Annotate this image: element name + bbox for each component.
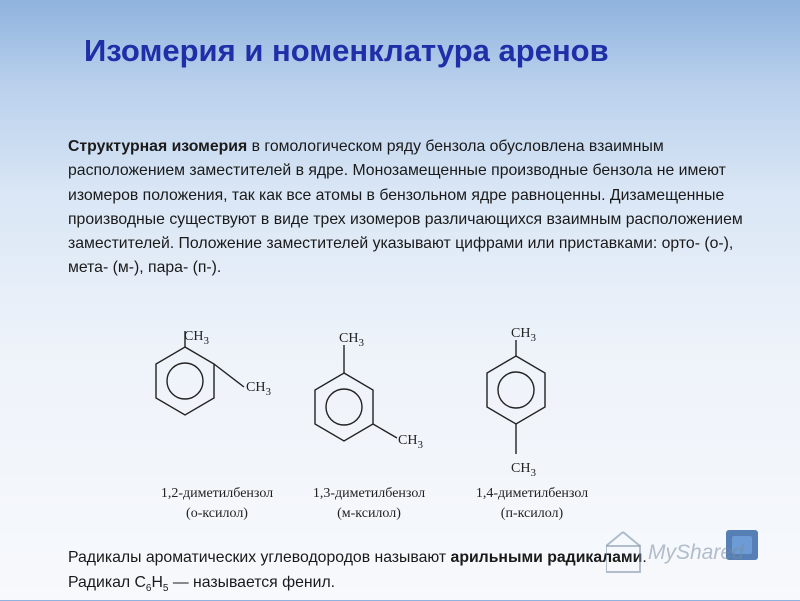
- footer-formula-start: Радикал С: [68, 574, 146, 591]
- aromatic-circle: [167, 363, 203, 399]
- substituent-label: $CH_3$: [246, 380, 271, 398]
- molecule-trivial-name: (о-ксилол): [186, 506, 248, 521]
- footer-text-start: Радикалы ароматических углеводородов называют: [68, 549, 451, 566]
- molecule-trivial-name: (м-ксилол): [337, 506, 401, 521]
- aromatic-circle: [326, 389, 362, 425]
- molecule-trivial-name: (п-ксилол): [500, 506, 564, 521]
- substituent-label: $CH_3$: [511, 461, 536, 479]
- footer-text-end: .: [642, 549, 647, 566]
- slide-title: Изомерия и номенклатура аренов: [84, 33, 609, 68]
- m-xylene-structure: [315, 345, 397, 441]
- aromatic-circle: [498, 372, 534, 408]
- substituent-label: $CH_3$: [398, 433, 423, 451]
- benzene-ring: [156, 347, 214, 415]
- bond-line: [373, 424, 397, 438]
- benzene-ring: [315, 373, 373, 441]
- formula-subscript: 5: [162, 583, 169, 595]
- molecule-name: 1,2-диметилбензол: [160, 486, 274, 501]
- molecule-name: 1,3-диметилбензол: [312, 486, 426, 501]
- substituent-label: $CH_3$: [339, 331, 364, 349]
- substituent-label: $CH_3$: [511, 326, 536, 344]
- p-xylene-structure: [487, 340, 545, 454]
- xylene-isomers-diagram: [140, 318, 620, 530]
- bold-lead: Структурная изомерия: [68, 138, 248, 155]
- bond-line: [214, 364, 244, 387]
- molecule-name: 1,4-диметилбензол: [475, 486, 589, 501]
- paragraph-text: в гомологическом ряду бензола обусловлена взаимным расположением заместителей в ядре. Монозамещенные производные бензола не имеют изомеров положения, так как все атомы в бензольном ядре равноценны. Дизамещенные производные существуют в виде трех изомеров различающихся взаимным расположением заместителей. Положение заместителей указывают цифрами или приставками: орто- (о-), мета- (м-), пара- (п-).: [68, 138, 743, 277]
- footer-line-2: [68, 570, 768, 601]
- formula-subscript: 6: [145, 583, 152, 595]
- benzene-ring: [487, 356, 545, 424]
- formula-element: Н: [151, 574, 163, 591]
- substituent-label: $CH_3$: [184, 329, 209, 347]
- body-paragraph: [68, 135, 768, 281]
- footer-bold-term: арильными радикалами: [450, 549, 643, 566]
- footer-formula-end: — называется фенил.: [168, 574, 336, 591]
- watermark-text: MyShared: [648, 541, 744, 564]
